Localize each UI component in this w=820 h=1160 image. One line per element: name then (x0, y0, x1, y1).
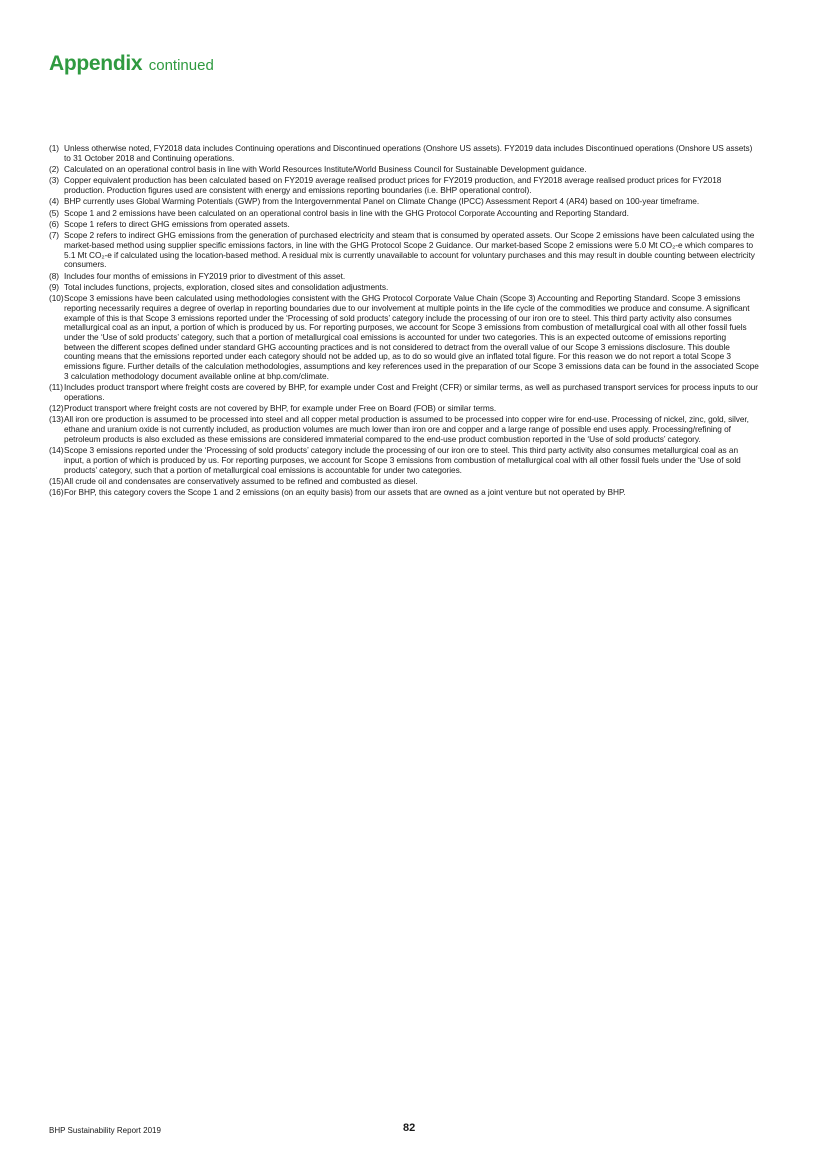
footnote-number: (8) (49, 270, 59, 281)
footnote-text: Scope 3 emissions have been calculated using methodologies consistent with the GHG Protocol Corporate Value Chain (Scope 3) Accounting and Reporting Standard. Scope 3 emissions reporting necessarily requires a degree of overlap in reporting boundaries due to our involvement at multiple points in the life cycle of the commodities we produce and consume. A significant example of this is that Scope 3 emissions reported under the ‘Processing of sold products’ category include the processing of our iron ore to steel. This third party activity also consumes metallurgical coal as an input, a portion of which is produced by us. For reporting purposes, we account for Scope 3 emissions from combustion of metallurgical coal with all other fossil fuels under the ‘Use of sold products’ category, such that a portion of metallurgical coal emissions is accounted for under two categories. This is an expected outcome of emissions reporting between the different scopes defined under standard GHG accounting practices and is not considered to detract from the overall value of our Scope 3 emissions disclosure. This double counting means that the emissions reported under each category should not be added up, as to do so would give an inflated total figure. For this reason we do not report a total Scope 3 emissions figure. Further details of the calculation methodologies, assumptions and key references used in the preparation of our Scope 3 emissions data can be found in the associated Scope 3 calculation methodology document available online at bhp.com/climate. (64, 293, 759, 381)
footnote-number: (10) (49, 293, 64, 304)
footer-page-number: 82 (403, 1122, 416, 1134)
footnote (49, 404, 759, 414)
footer-report-name: BHP Sustainability Report 2019 (49, 1126, 161, 1135)
footnote (49, 231, 759, 270)
footnote-text: Calculated on an operational control basis in line with World Resources Institute/World Business Council for Sustainable Development guidance. (64, 164, 587, 174)
footnote (49, 272, 759, 282)
footnote (49, 294, 759, 381)
footnote-number: (13) (49, 414, 64, 425)
footnote (49, 220, 759, 230)
footnotes-list (49, 144, 759, 499)
page-subtitle: continued (148, 57, 214, 74)
footnote-text: Scope 1 refers to direct GHG emissions from operated assets. (64, 218, 290, 229)
footnote-text: Copper equivalent production has been calculated based on FY2019 average realised product prices for FY2019 production, and FY2018 average realised product prices for FY2018 production. Production figures used are consistent with energy and emissions reporting boundaries (i.e. BHP operational control). (64, 175, 722, 195)
footnote (49, 197, 759, 207)
footnote-number: (11) (49, 382, 63, 393)
footnote-number: (15) (49, 475, 64, 486)
footnote-number: (14) (49, 445, 64, 456)
footnote (49, 144, 759, 163)
footnote-text: Product transport where freight costs are not covered by BHP, for example under Free on Board (FOB) or similar terms. (64, 403, 497, 414)
footnote-number: (9) (49, 281, 59, 292)
footnote-text: Scope 3 emissions reported under the ‘Processing of sold products’ category include the processing of our iron ore to steel. This third party activity also consumes metallurgical coal as an input, a portion of which is produced by us. For reporting purposes, we account for Scope 3 emissions from combustion of metallurgical coal with all other fossil fuels under the ‘Use of sold products’ category, such that a portion of metallurgical coal emissions is accountable for under two categories. (64, 445, 741, 475)
page-header (49, 52, 214, 76)
footnote-number: (16) (49, 487, 64, 498)
footnote (49, 415, 759, 444)
footnote-number: (7) (49, 230, 59, 241)
footnote (49, 477, 759, 487)
footnote-text: For BHP, this category covers the Scope 1 and 2 emissions (on an equity basis) from our assets that are owned as a joint venture but not operated by BHP. (64, 487, 626, 498)
footnote (49, 165, 759, 175)
footnote (49, 209, 759, 219)
footnote-number: (1) (49, 143, 59, 153)
footnote-number: (3) (49, 175, 59, 186)
footnote (49, 176, 759, 195)
footnote-text: Includes product transport where freight costs are covered by BHP, for example under Cost and Freight (CFR) or similar terms, as well as purchased transport services for process inputs to our operations. (64, 382, 758, 402)
footnote-text: Scope 1 and 2 emissions have been calculated on an operational control basis in line with the GHG Protocol Corporate Accounting and Reporting Standard. (64, 207, 629, 218)
footnote-number: (6) (49, 218, 59, 229)
footnote (49, 488, 759, 498)
footnote-number: (5) (49, 207, 59, 218)
footnote (49, 283, 759, 293)
page-title: Appendix (49, 52, 143, 75)
footnote-number: (4) (49, 196, 59, 207)
footnote-number: (2) (49, 164, 59, 174)
footnote-text: Total includes functions, projects, exploration, closed sites and consolidation adjustments. (64, 281, 389, 292)
footnote-text: All crude oil and condensates are conservatively assumed to be refined and combusted as diesel. (64, 475, 418, 486)
footnote-text: BHP currently uses Global Warming Potentials (GWP) from the Intergovernmental Panel on Climate Change (IPCC) Assessment Report 4 (AR4) based on 100-year timeframe. (64, 196, 700, 207)
footnote (49, 446, 759, 475)
footnote-text: Scope 2 refers to indirect GHG emissions from the generation of purchased electricity and steam that is consumed by operated assets. Our Scope 2 emissions have been calculated using the market-based method using supplier specific emissions factors, in line with the GHG Protocol Scope 2 Guidance. Our market-based Scope 2 emissions were 5.0 Mt CO₂-e which compares to 5.1 Mt CO₂-e if calculated using the location-based method. A residual mix is currently unavailable to account for voluntary purchases and this may result in double counting between electricity consumers. (64, 230, 755, 270)
footnote-text: Unless otherwise noted, FY2018 data includes Continuing operations and Discontinued operations (Onshore US assets). FY2019 data includes Discontinued operations (Onshore US assets) to 31 October 2018 and Continuing operations. (64, 143, 753, 163)
footnote-text: Includes four months of emissions in FY2019 prior to divestment of this asset. (64, 270, 346, 281)
footnote-number: (12) (49, 403, 64, 414)
footnote-text: All iron ore production is assumed to be processed into steel and all copper metal production is assumed to be processed into copper wire for end-use. Processing of nickel, zinc, gold, silver, ethane and uranium oxide is not currently included, as production volumes are much lower than iron ore and copper and a large range of possible end uses apply. Processing/refining of petroleum products is also excluded as these emissions are considered immaterial compared to the end-use product combustion reported in the ‘Use of sold products’ category. (64, 414, 749, 444)
footnote (49, 383, 759, 402)
